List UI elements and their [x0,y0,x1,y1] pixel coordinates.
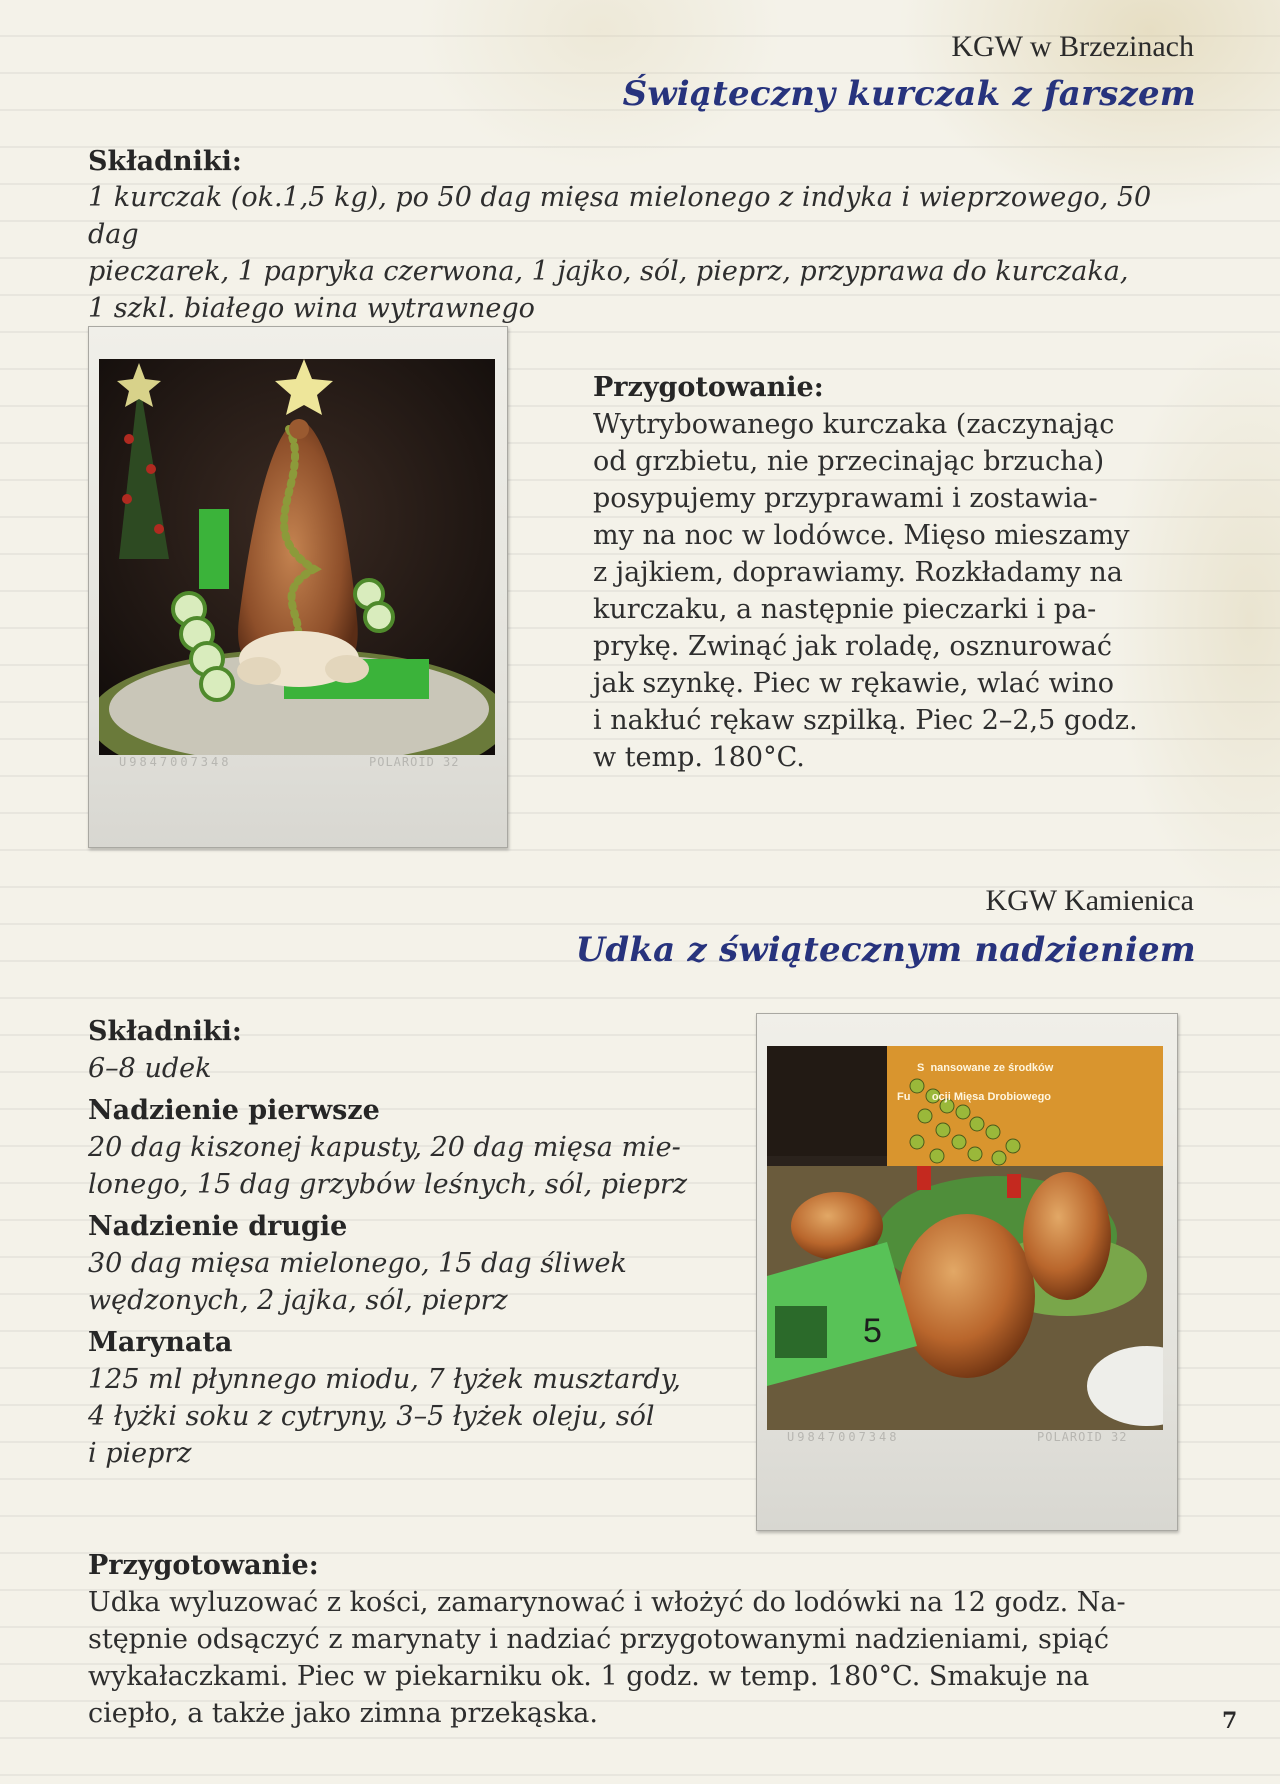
prep-line: z jajkiem, doprawiamy. Rozkładamy na [593,557,1123,588]
ingredients-line: 6–8 udek [88,1053,212,1084]
prep-line: od grzbietu, nie przecinając brzucha) [593,446,1105,477]
recipe1-ingredients [88,179,1208,327]
recipe2-prep-text [88,1584,1196,1732]
filling2-line: 30 dag mięsa mielonego, 15 dag śliwek [88,1248,627,1279]
recipe1-title: Świąteczny kurczak z farszem [622,74,1196,114]
recipe2-photo-brand: POLAROID 32 [1037,1430,1128,1444]
recipe2-title: Udka z świątecznym nadzieniem [575,930,1196,970]
filling1-heading: Nadzienie pierwsze [88,1095,380,1126]
prep-line: my na noc w lodówce. Mięso mieszamy [593,520,1130,551]
marinade-heading: Marynata [88,1327,233,1358]
prep-line: jak szynkę. Piec w rękawie, wlać wino [593,668,1114,699]
filling2-line: wędzonych, 2 jajka, sól, pieprz [88,1285,508,1316]
marinade-line: i pieprz [88,1438,192,1469]
prep-line: i nakłuć rękaw szpilką. Piec 2–2,5 godz. [593,705,1138,736]
recipe1-photo [88,326,508,848]
recipe2-prep-heading: Przygotowanie: [88,1550,319,1581]
recipe2-org: KGW Kamienica [985,884,1194,917]
recipe2-banner-line2: Fu ocji Mięsa Drobiowego [897,1091,1052,1103]
ingredients-line: pieczarek, 1 papryka czerwona, 1 jajko, sól, pieprz, przyprawa do kurczaka, [88,256,1129,287]
recipe1-ingredients-heading: Składniki: [88,146,242,177]
filling1-line: 20 dag kiszonej kapusty, 20 dag mięsa mie- [88,1132,681,1163]
recipe1-org: KGW w Brzezinach [951,30,1194,63]
prep-line: wykałaczkami. Piec w piekarniku ok. 1 godz. w temp. 180°C. Smakuje na [88,1661,1090,1692]
recipe1-photo-code: U9847007348 [119,755,232,769]
filling2-heading: Nadzienie drugie [88,1211,348,1242]
prep-line: Udka wyluzować z kości, zamarynować i włożyć do lodówki na 12 godz. Na- [88,1587,1126,1618]
ingredients-line: 1 szkl. białego wina wytrawnego [88,293,535,324]
recipe2-banner-line1: S nansowane ze środków [917,1062,1054,1074]
marinade-line: 4 łyżki soku z cytryny, 3–5 łyżek oleju, sól [88,1401,655,1432]
prep-line: stępnie odsączyć z marynaty i nadziać przygotowanymi nadzieniami, spiąć [88,1624,1109,1655]
page-number: 7 [1222,1708,1238,1734]
recipe2-ingredients [88,1014,718,1472]
recipe1-photo-image [99,359,495,755]
marinade-line: 125 ml płynnego miodu, 7 łyżek musztardy, [88,1364,681,1395]
recipe1-prep-heading: Przygotowanie: [593,372,824,403]
recipe1-prep-text [593,406,1173,776]
recipe2-photo-image [767,1046,1163,1430]
prep-line: posypujemy przyprawami i zostawia- [593,483,1098,514]
prep-line: ciepło, a także jako zimna przekąska. [88,1698,598,1729]
prep-line: kurczaku, a następnie pieczarki i pa- [593,594,1097,625]
recipe1-photo-brand: POLAROID 32 [369,755,460,769]
recipe2-photo-code: U9847007348 [787,1430,900,1444]
filling1-line: lonego, 15 dag grzybów leśnych, sól, pieprz [88,1169,688,1200]
prep-line: Wytrybowanego kurczaka (zaczynając [593,409,1115,440]
recipe2-ingredients-heading: Składniki: [88,1016,242,1047]
recipe2-card-number: 5 [863,1312,882,1350]
ingredients-line: 1 kurczak (ok.1,5 kg), po 50 dag mięsa mielonego z indyka i wieprzowego, 50 dag [88,182,1152,250]
recipe2-photo [756,1013,1178,1531]
prep-line: w temp. 180°C. [593,742,805,773]
prep-line: prykę. Zwinąć jak roladę, osznurować [593,631,1112,662]
